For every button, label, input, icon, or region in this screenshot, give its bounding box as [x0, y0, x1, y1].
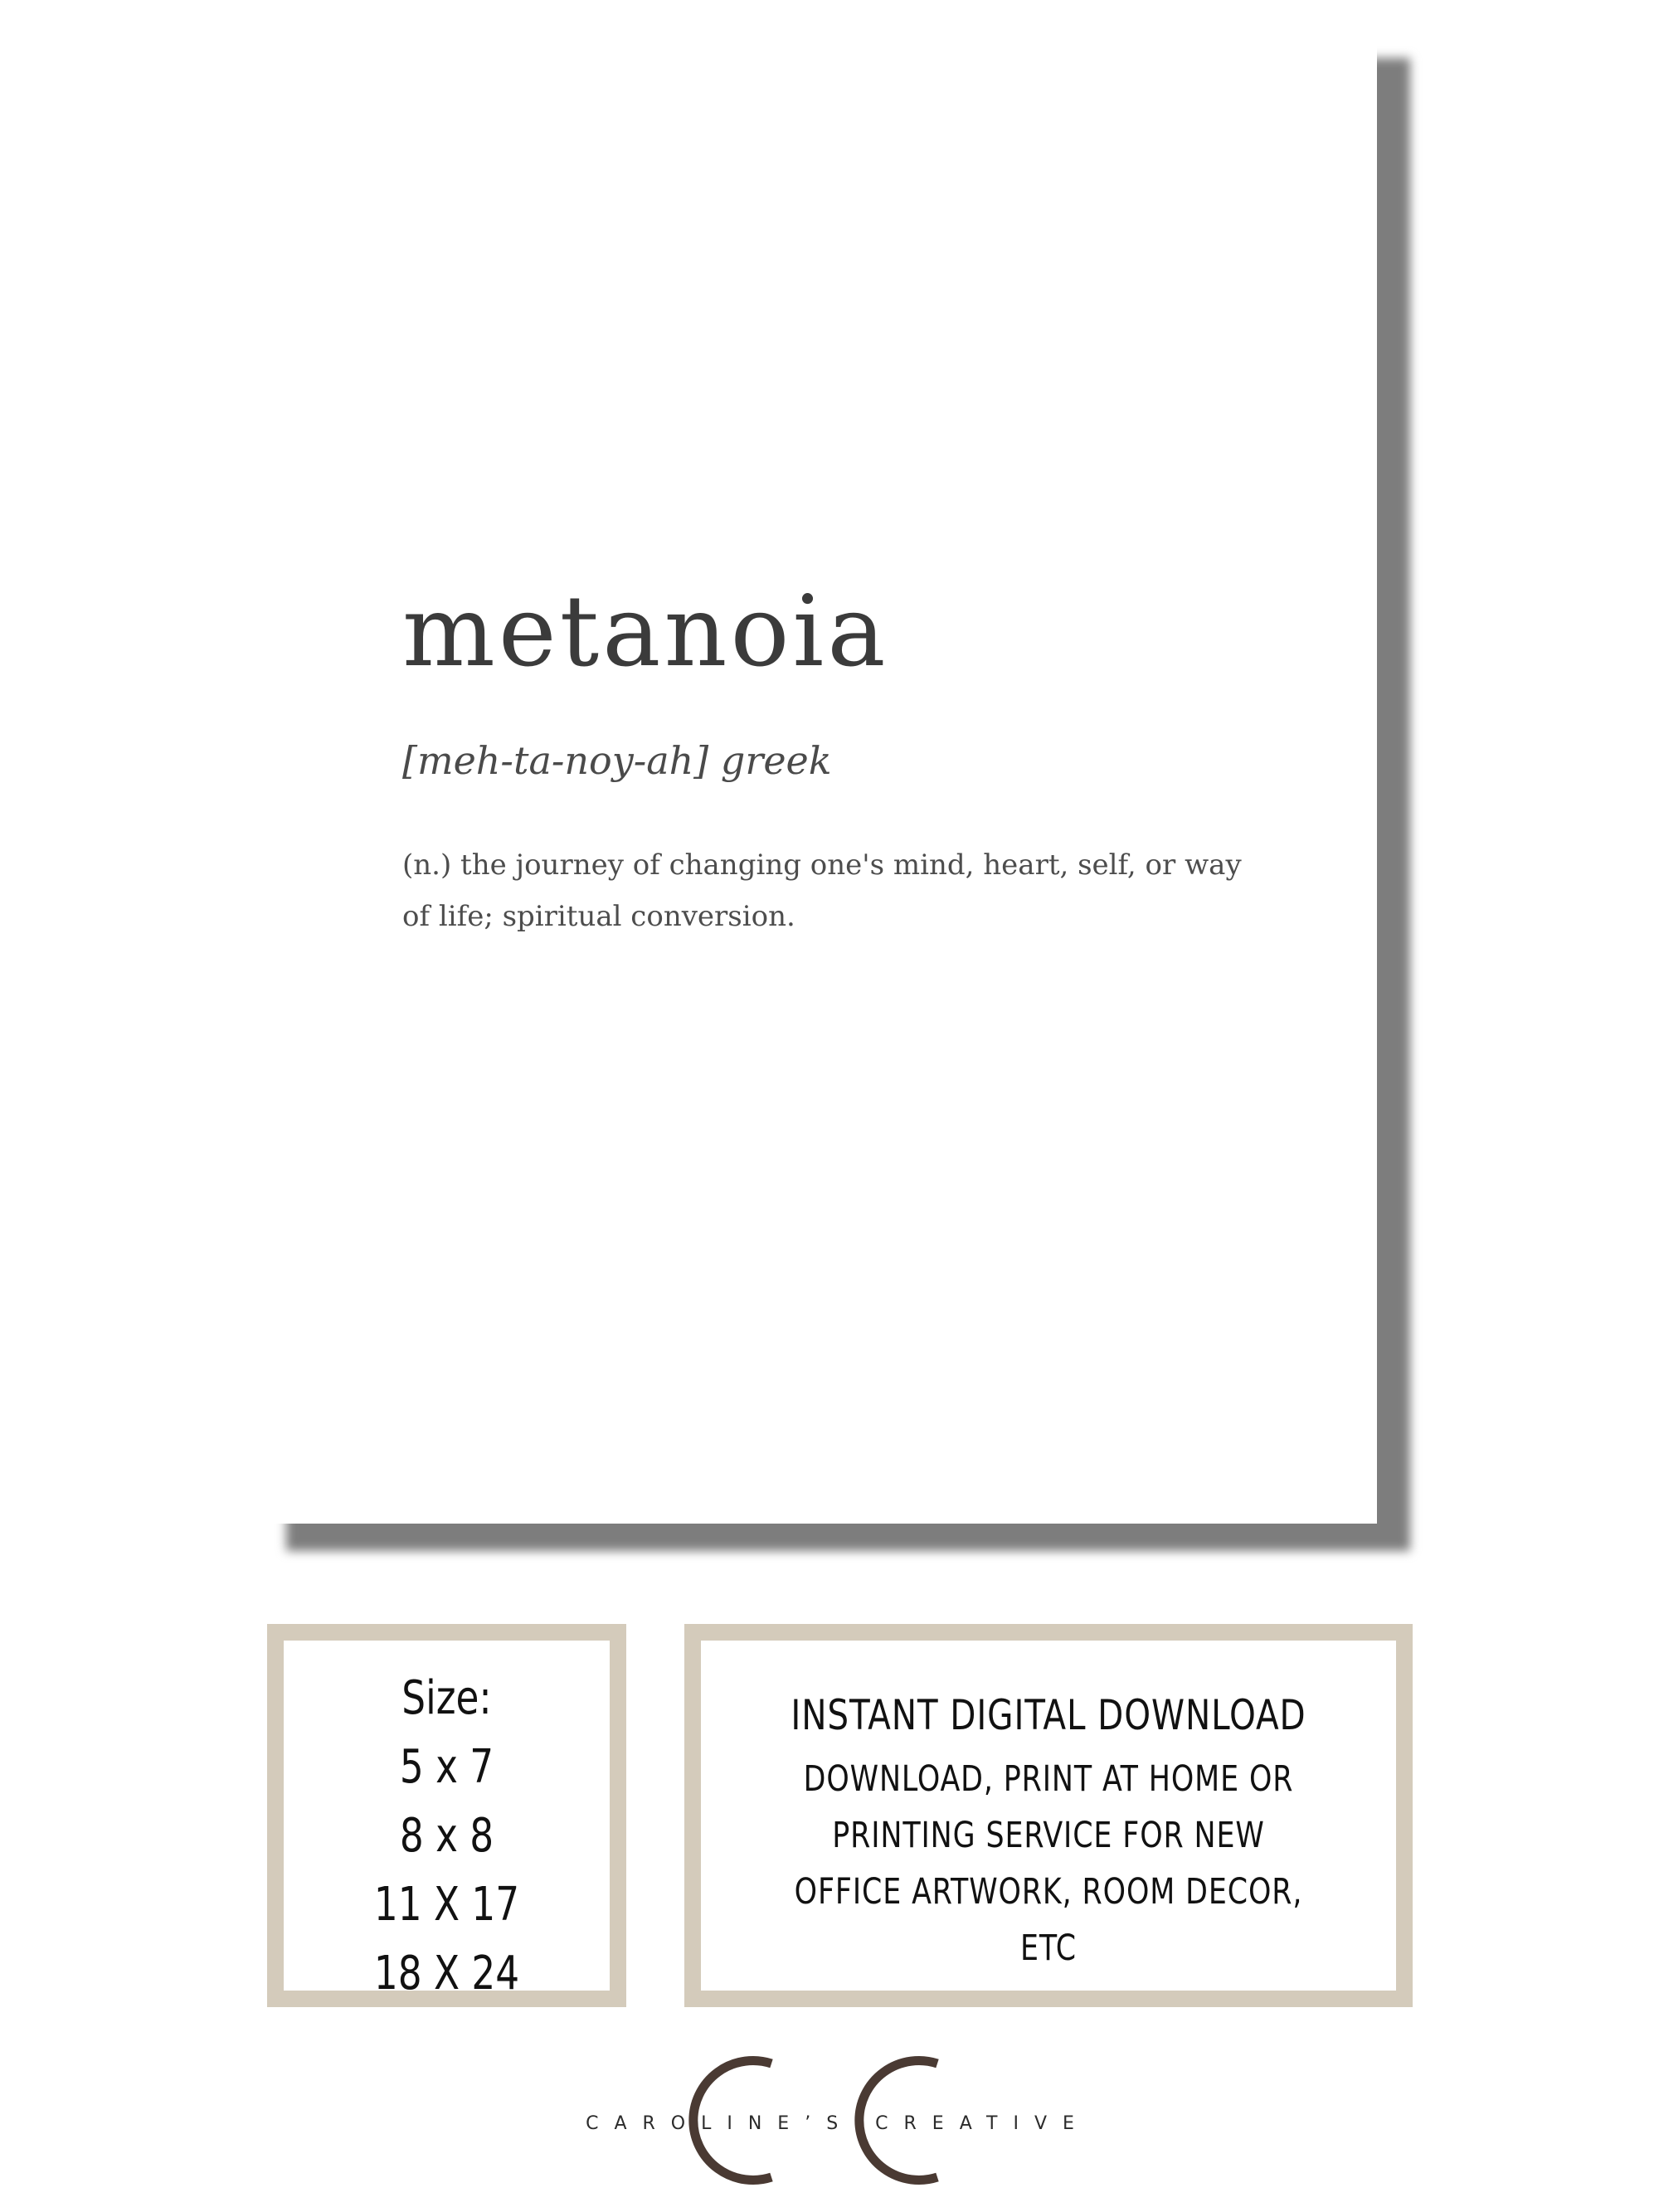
poster-pronunciation: [meh-ta-noy-ah] greek [402, 738, 832, 783]
size-info-box [267, 1624, 626, 2007]
size-heading: Size: [401, 1671, 492, 1725]
download-description: DOWNLOAD, PRINT AT HOME OR PRINTING SERVICE FOR NEW OFFICE ARTWORK, ROOM DECOR, ETC [794, 1758, 1303, 1969]
brand-logo [581, 2040, 1090, 2198]
brand-name: CAROLINE’S CREATIVE [586, 2113, 1090, 2134]
poster-print [265, 35, 1377, 1524]
poster-word: metanoia [402, 574, 889, 688]
size-option: 8 x 8 [399, 1809, 494, 1863]
size-option: 5 x 7 [399, 1740, 494, 1794]
poster-definition: (n.) the journey of changing one's mind, heart, self, or way of life; spiritual conversion. [402, 848, 1242, 933]
size-option: 11 X 17 [373, 1878, 520, 1932]
download-title: INSTANT DIGITAL DOWNLOAD [791, 1691, 1306, 1739]
size-option: 18 X 24 [373, 1947, 520, 2001]
download-info-box [684, 1624, 1413, 2007]
